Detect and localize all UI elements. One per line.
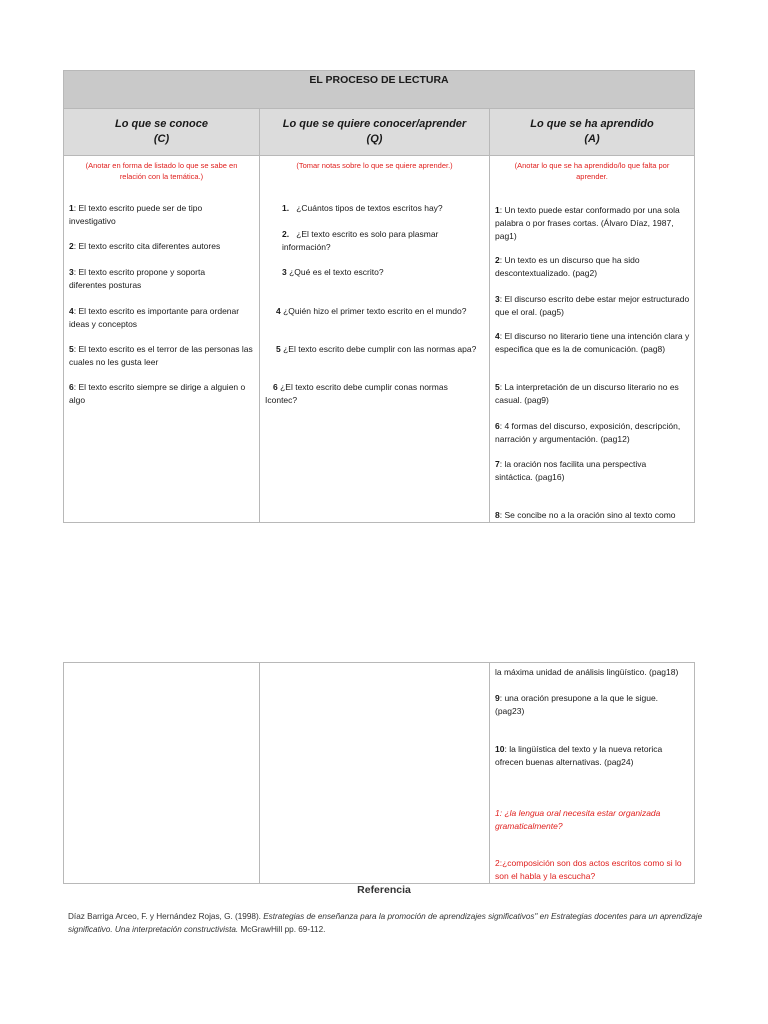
list-item: 5 ¿El texto escrito debe cumplir con las normas apa? bbox=[276, 344, 477, 354]
column-known-continued bbox=[64, 663, 260, 884]
pending-question: 1: ¿la lengua oral necesita estar organizada gramaticalmente? bbox=[495, 808, 661, 831]
instruction-c: (Anotar en forma de listado lo que se sabe en relación con la temática.) bbox=[85, 161, 238, 181]
list-item: 9: una oración presupone a la que le sigue. (pag23) bbox=[495, 693, 659, 716]
list-item: 10: la lingüística del texto y la nueva retorica ofrecen buenas alternativas. (pag24) bbox=[495, 744, 663, 767]
kwl-table bbox=[63, 70, 695, 523]
list-item: 2: Un texto es un discurso que ha sido descontextualizado. (pag2) bbox=[495, 255, 640, 278]
list-item: 8: Se concibe no a la oración sino al texto como bbox=[495, 510, 676, 520]
column-heading-label: Lo que se ha aprendido bbox=[530, 118, 654, 130]
list-item: 6: El texto escrito siempre se dirige a alguien o algo bbox=[69, 382, 246, 405]
instruction-a: (Anotar lo que se ha aprendido/lo que falta por aprender. bbox=[514, 161, 670, 181]
list-item: 2. ¿El texto escrito es solo para plasmar información? bbox=[282, 229, 439, 252]
column-learned bbox=[490, 156, 695, 523]
list-item: 3: El texto escrito propone y soporta diferentes posturas bbox=[69, 267, 206, 290]
list-item: 5: El texto escrito es el terror de las personas las cuales no les gusta leer bbox=[69, 344, 253, 367]
reference-publisher: McGrawHill pp. 69-112. bbox=[238, 925, 326, 934]
list-item: 4 ¿Quién hizo el primer texto escrito en el mundo? bbox=[276, 306, 467, 316]
column-learned-continued bbox=[490, 663, 695, 884]
reference-citation bbox=[68, 910, 708, 936]
list-item: 7: la oración nos facilita una perspectiva sintáctica. (pag16) bbox=[495, 459, 647, 482]
list-item: 6: 4 formas del discurso, exposición, descripción, narración y argumentación. (pag12) bbox=[495, 421, 681, 444]
list-item: 3 ¿Qué es el texto escrito? bbox=[282, 267, 384, 277]
column-heading-sub: (C) bbox=[153, 133, 170, 145]
list-item: 6 ¿El texto escrito debe cumplir conas normas Icontec? bbox=[265, 382, 448, 405]
column-heading-label: Lo que se quiere conocer/aprender bbox=[282, 118, 467, 130]
column-heading-c bbox=[64, 109, 260, 156]
reference-authors: Díaz Barriga Arceo, F. y Hernández Rojas, G. (1998). bbox=[68, 912, 264, 921]
pending-question: 2:¿composición son dos actos escritos como si lo son el habla y la escucha? bbox=[495, 858, 682, 881]
column-heading-q bbox=[260, 109, 490, 156]
instruction-q: (Tomar notas sobre lo que se quiere aprender.) bbox=[296, 161, 453, 170]
list-item: 1. ¿Cuántos tipos de textos escritos hay? bbox=[282, 203, 443, 213]
list-item: 1: Un texto puede estar conformado por una sola palabra o por frases cortas. (Álvaro Díaz, 1987, pag1) bbox=[495, 205, 680, 241]
column-heading-sub: (Q) bbox=[366, 133, 383, 145]
list-item: 5: La interpretación de un discurso literario no es casual. (pag9) bbox=[495, 382, 679, 405]
list-item: 1: El texto escrito puede ser de tipo investigativo bbox=[69, 203, 203, 226]
column-heading-a bbox=[490, 109, 695, 156]
column-heading-sub: (A) bbox=[584, 133, 600, 145]
kwl-table-continued bbox=[63, 662, 695, 884]
table-title: EL PROCESO DE LECTURA bbox=[64, 71, 695, 109]
column-want-continued bbox=[260, 663, 490, 884]
list-item: 3: El discurso escrito debe estar mejor estructurado que el oral. (pag5) bbox=[495, 294, 690, 317]
list-item: 4: El discurso no literario tiene una intención clara y especifica que es la de comunicación. (pag8) bbox=[495, 331, 690, 354]
list-item: 2: El texto escrito cita diferentes autores bbox=[69, 241, 221, 251]
reference-work-title: Estrategias de enseñanza para la promoción de aprendizajes significativos" en Estrategias docentes para un aprendizaje significativo. Una interpretación constructivista. bbox=[68, 912, 703, 934]
list-item: 4: El texto escrito es importante para ordenar ideas y conceptos bbox=[69, 306, 240, 329]
column-known bbox=[64, 156, 260, 523]
column-heading-label: Lo que se conoce bbox=[115, 118, 208, 130]
list-item-continued: la máxima unidad de análisis lingüístico. (pag18) bbox=[495, 667, 679, 677]
reference-heading: Referencia bbox=[357, 884, 411, 896]
column-want bbox=[260, 156, 490, 523]
